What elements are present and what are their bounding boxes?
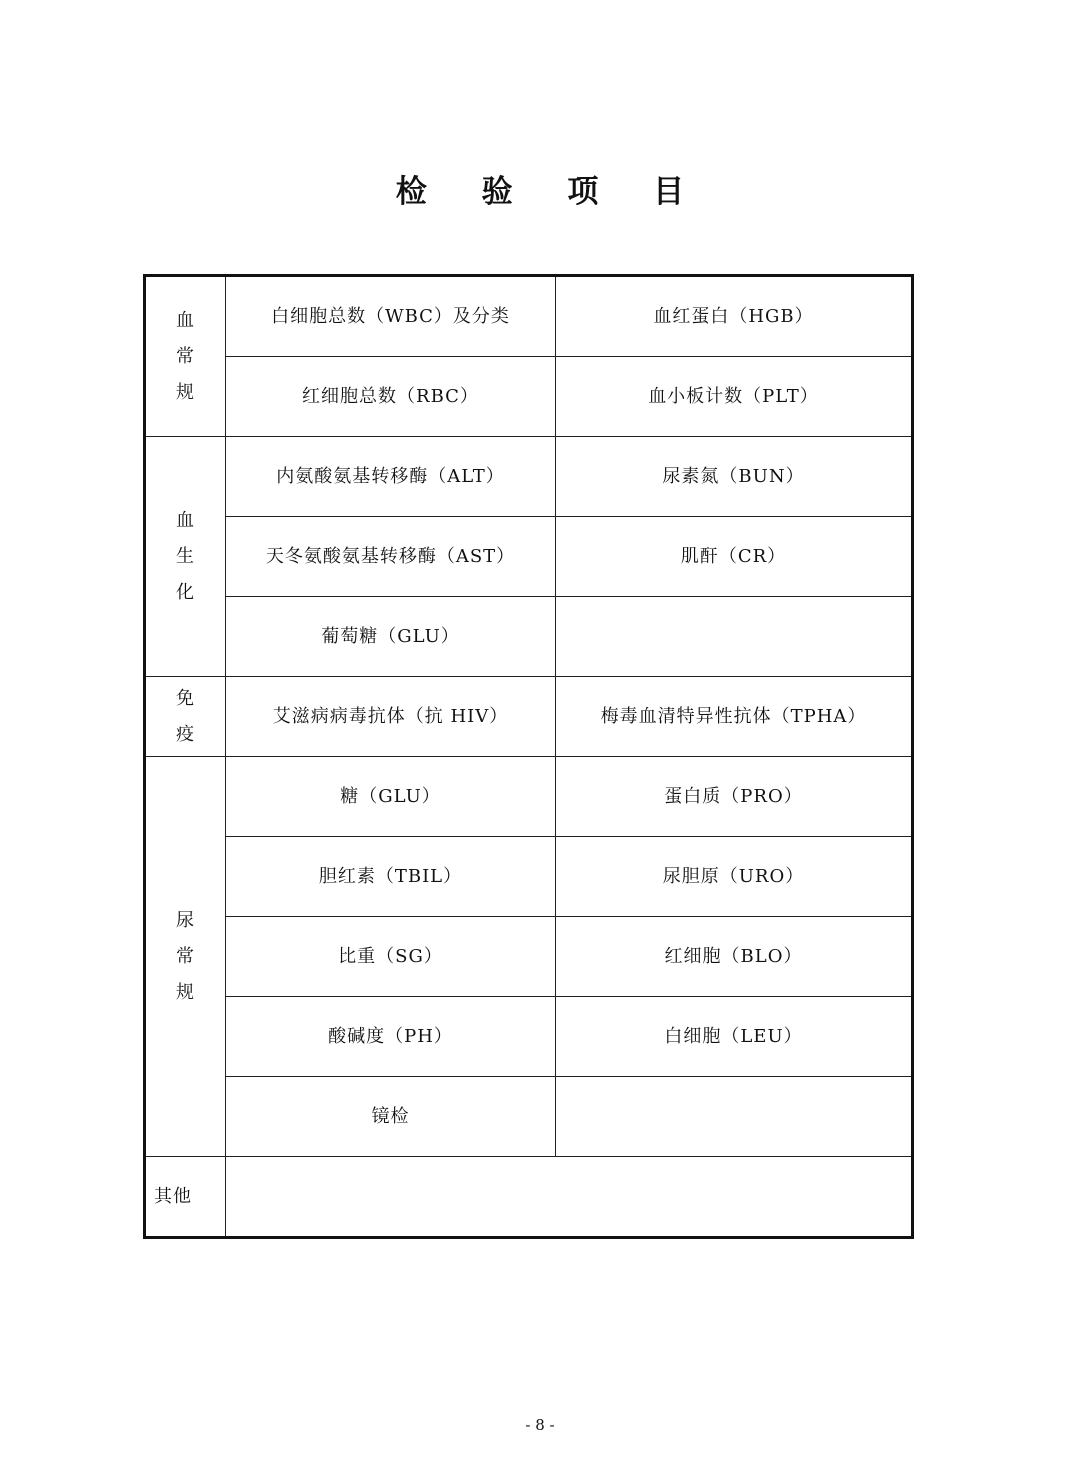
table-row — [145, 917, 913, 997]
page-title: 检 验 项 目 — [395, 174, 707, 210]
table-cell — [556, 1077, 913, 1157]
table-row — [145, 517, 913, 597]
table-row — [145, 1077, 913, 1157]
table-cell — [556, 597, 913, 677]
table-row — [145, 357, 913, 437]
table-row — [145, 437, 913, 517]
table-cell: 艾滋病病毒抗体（抗 HIV） — [226, 677, 556, 757]
category-immune — [145, 677, 226, 757]
table-cell: 天冬氨酸氨基转移酶（AST） — [226, 517, 556, 597]
table-cell: 蛋白质（PRO） — [556, 757, 913, 837]
table-cell: 糖（GLU） — [226, 757, 556, 837]
table-cell: 尿胆原（URO） — [556, 837, 913, 917]
table-row — [145, 997, 913, 1077]
table-cell: 比重（SG） — [226, 917, 556, 997]
table-row — [145, 677, 913, 757]
table-row — [145, 837, 913, 917]
table-cell: 红细胞（BLO） — [556, 917, 913, 997]
category-label: 尿常规 — [176, 909, 195, 1003]
inspection-items-table — [143, 274, 914, 1239]
category-label: 血常规 — [176, 309, 195, 403]
table-cell: 葡萄糖（GLU） — [226, 597, 556, 677]
table-cell: 血红蛋白（HGB） — [556, 276, 913, 357]
table-cell — [226, 1157, 913, 1238]
table-cell: 内氨酸氨基转移酶（ALT） — [226, 437, 556, 517]
table-cell: 镜检 — [226, 1077, 556, 1157]
table-cell: 酸碱度（PH） — [226, 997, 556, 1077]
table-cell: 尿素氮（BUN） — [556, 437, 913, 517]
category-other: 其他 — [145, 1157, 226, 1238]
table-row — [145, 597, 913, 677]
page-number: - 8 - — [525, 1416, 555, 1434]
table-cell: 白细胞（LEU） — [556, 997, 913, 1077]
table-cell: 白细胞总数（WBC）及分类 — [226, 276, 556, 357]
table-row — [145, 1157, 913, 1238]
table-cell: 血小板计数（PLT） — [556, 357, 913, 437]
table-row — [145, 757, 913, 837]
table-row — [145, 276, 913, 357]
category-label: 血生化 — [176, 509, 195, 603]
table-cell: 梅毒血清特异性抗体（TPHA） — [556, 677, 913, 757]
table-cell: 红细胞总数（RBC） — [226, 357, 556, 437]
table-cell: 胆红素（TBIL） — [226, 837, 556, 917]
category-label: 免疫 — [176, 687, 195, 745]
category-urine-routine — [145, 757, 226, 1157]
category-blood-routine — [145, 276, 226, 437]
table-cell: 肌酐（CR） — [556, 517, 913, 597]
category-biochem — [145, 437, 226, 677]
